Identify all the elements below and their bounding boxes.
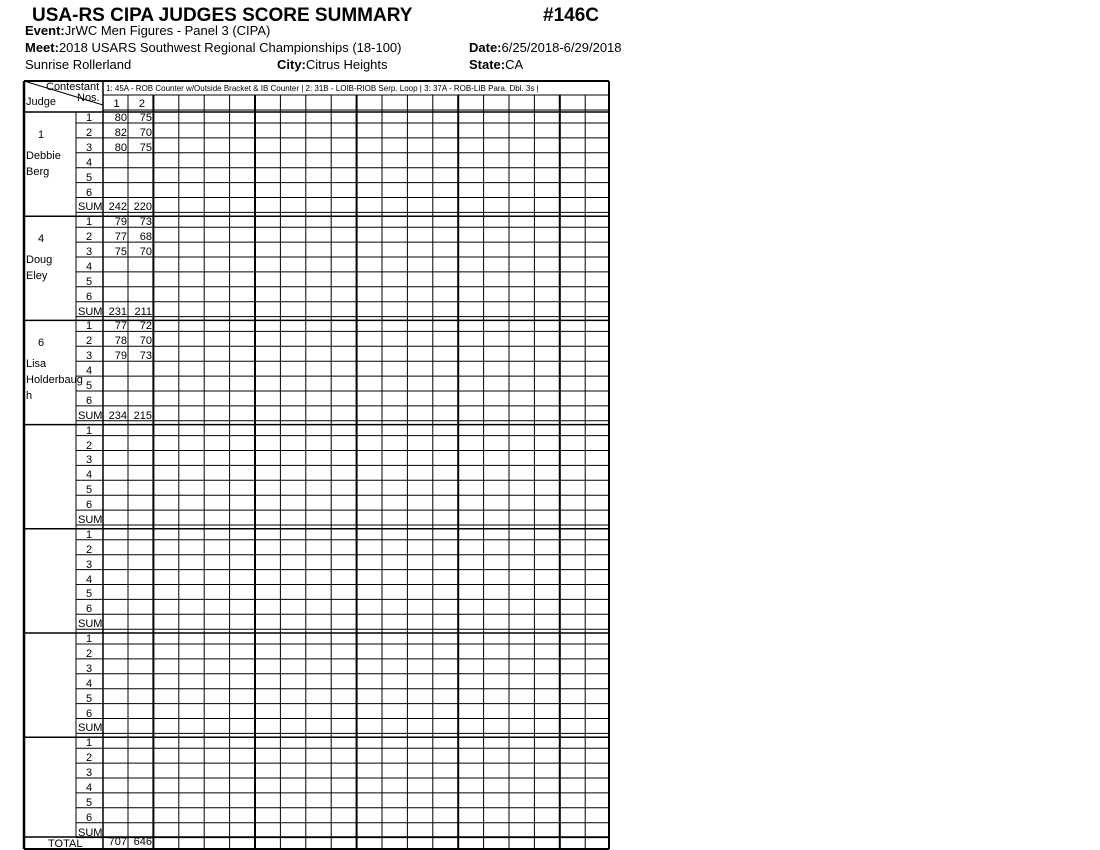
event-value: JrWC Men Figures - Panel 3 (CIPA) bbox=[64, 23, 271, 38]
sum-label: SUM bbox=[78, 826, 103, 839]
contestant-number: 2 bbox=[138, 98, 145, 110]
row-number: 5 bbox=[86, 380, 93, 392]
row-number: 4 bbox=[86, 156, 93, 169]
score-value: 231 bbox=[108, 305, 127, 318]
judge-name-line: Holderbaug bbox=[26, 374, 83, 387]
sum-label: SUM bbox=[78, 514, 103, 526]
row-number: 5 bbox=[86, 588, 93, 601]
row-number: 6 bbox=[86, 290, 93, 303]
judge-name-line: h bbox=[26, 390, 33, 403]
sum-label: SUM bbox=[78, 722, 103, 735]
row-number: 1 bbox=[86, 320, 93, 333]
row-number: 5 bbox=[86, 796, 93, 809]
sum-label: SUM bbox=[78, 409, 103, 422]
row-number: 2 bbox=[86, 647, 93, 660]
judge-label: Judge bbox=[26, 96, 56, 108]
row-number: 5 bbox=[86, 484, 93, 497]
row-number: 6 bbox=[86, 603, 93, 616]
total-value: 707 bbox=[108, 836, 127, 848]
city-value: Citrus Heights bbox=[305, 57, 388, 72]
row-number: 4 bbox=[86, 573, 93, 586]
row-number: 1 bbox=[86, 737, 93, 750]
judge-number: 4 bbox=[38, 233, 45, 246]
row-number: 3 bbox=[86, 454, 93, 467]
row-number: 1 bbox=[86, 633, 93, 645]
score-value: 75 bbox=[139, 141, 152, 154]
row-number: 5 bbox=[86, 692, 93, 705]
row-number: 5 bbox=[86, 275, 93, 288]
score-value: 211 bbox=[134, 305, 152, 318]
date-label: Date: bbox=[469, 40, 502, 55]
score-value: 234 bbox=[108, 409, 127, 422]
sum-label: SUM bbox=[78, 618, 103, 631]
row-number: 1 bbox=[86, 112, 93, 124]
score-value: 75 bbox=[139, 112, 152, 124]
score-value: 72 bbox=[139, 320, 152, 333]
row-number: 1 bbox=[86, 216, 93, 229]
report-title: USA-RS CIPA JUDGES SCORE SUMMARY bbox=[32, 5, 413, 26]
city-label: City: bbox=[277, 57, 306, 72]
score-value: 80 bbox=[114, 141, 127, 154]
judge-number: 6 bbox=[38, 337, 45, 350]
row-number: 4 bbox=[86, 365, 93, 378]
score-value: 70 bbox=[139, 335, 152, 348]
event-label: Event: bbox=[25, 23, 65, 38]
row-number: 2 bbox=[86, 231, 93, 244]
score-value: 220 bbox=[133, 201, 152, 214]
judge-name-line: Doug bbox=[26, 254, 53, 267]
row-number: 2 bbox=[86, 439, 93, 452]
venue-name: Sunrise Rollerland bbox=[25, 57, 132, 72]
figures-line: 1: 45A - ROB Counter w/Outside Bracket & IB Counter | 2: 31B - LOIB-RIOB Serp. Loop | 3: 37A - ROB-LIB Para. Dbl. 3s | bbox=[106, 84, 539, 93]
score-value: 215 bbox=[133, 409, 152, 422]
date-value: 6/25/2018-6/29/2018 bbox=[501, 40, 622, 55]
judge-name-line: Eley bbox=[26, 270, 48, 283]
row-number: 4 bbox=[86, 677, 93, 690]
total-value: 646 bbox=[133, 836, 152, 848]
contestant-number: 1 bbox=[113, 98, 120, 110]
contestant-label: Contestant bbox=[46, 81, 100, 93]
row-number: 6 bbox=[86, 811, 93, 824]
score-value: 73 bbox=[139, 216, 152, 229]
sum-label: SUM bbox=[78, 201, 103, 214]
judge-name-line: Berg bbox=[26, 166, 50, 178]
row-number: 2 bbox=[86, 543, 93, 556]
state-value: CA bbox=[505, 57, 524, 72]
score-value: 82 bbox=[114, 126, 127, 139]
score-value: 78 bbox=[114, 335, 127, 348]
row-number: 4 bbox=[86, 781, 93, 794]
row-number: 3 bbox=[86, 141, 93, 154]
total-label: TOTAL bbox=[48, 838, 83, 850]
score-value: 70 bbox=[139, 246, 152, 258]
score-value: 75 bbox=[114, 246, 127, 258]
judge-number: 1 bbox=[38, 129, 45, 141]
row-number: 6 bbox=[86, 707, 93, 720]
row-number: 5 bbox=[86, 171, 93, 184]
row-number: 2 bbox=[86, 126, 93, 139]
row-number: 4 bbox=[86, 260, 93, 273]
score-value: 68 bbox=[139, 231, 152, 244]
row-number: 1 bbox=[86, 528, 93, 541]
nos-label: Nos. bbox=[77, 92, 100, 104]
row-number: 6 bbox=[86, 186, 93, 199]
row-number: 3 bbox=[86, 246, 93, 258]
row-number: 3 bbox=[86, 767, 93, 779]
meet-label: Meet: bbox=[25, 40, 59, 55]
row-number: 3 bbox=[86, 558, 93, 571]
score-value: 73 bbox=[139, 350, 152, 363]
row-number: 2 bbox=[86, 335, 93, 348]
sheet-number: #146C bbox=[543, 5, 599, 26]
sum-label: SUM bbox=[78, 305, 103, 318]
state-label: State: bbox=[469, 57, 506, 72]
score-value: 77 bbox=[114, 320, 127, 333]
score-value: 80 bbox=[114, 112, 127, 124]
meet-value: 2018 USARS Southwest Regional Championships (18-100) bbox=[58, 40, 402, 55]
row-number: 6 bbox=[86, 394, 93, 407]
row-number: 6 bbox=[86, 499, 93, 512]
judge-name-line: Lisa bbox=[26, 358, 47, 371]
row-number: 3 bbox=[86, 350, 93, 363]
row-number: 4 bbox=[86, 469, 93, 482]
score-value: 79 bbox=[114, 216, 127, 229]
row-number: 2 bbox=[86, 752, 93, 765]
row-number: 3 bbox=[86, 662, 93, 675]
score-value: 70 bbox=[139, 126, 152, 139]
judge-name-line: Debbie bbox=[26, 150, 61, 162]
score-value: 77 bbox=[114, 231, 127, 244]
row-number: 1 bbox=[86, 424, 93, 437]
score-value: 242 bbox=[108, 201, 127, 214]
score-value: 79 bbox=[114, 350, 127, 363]
